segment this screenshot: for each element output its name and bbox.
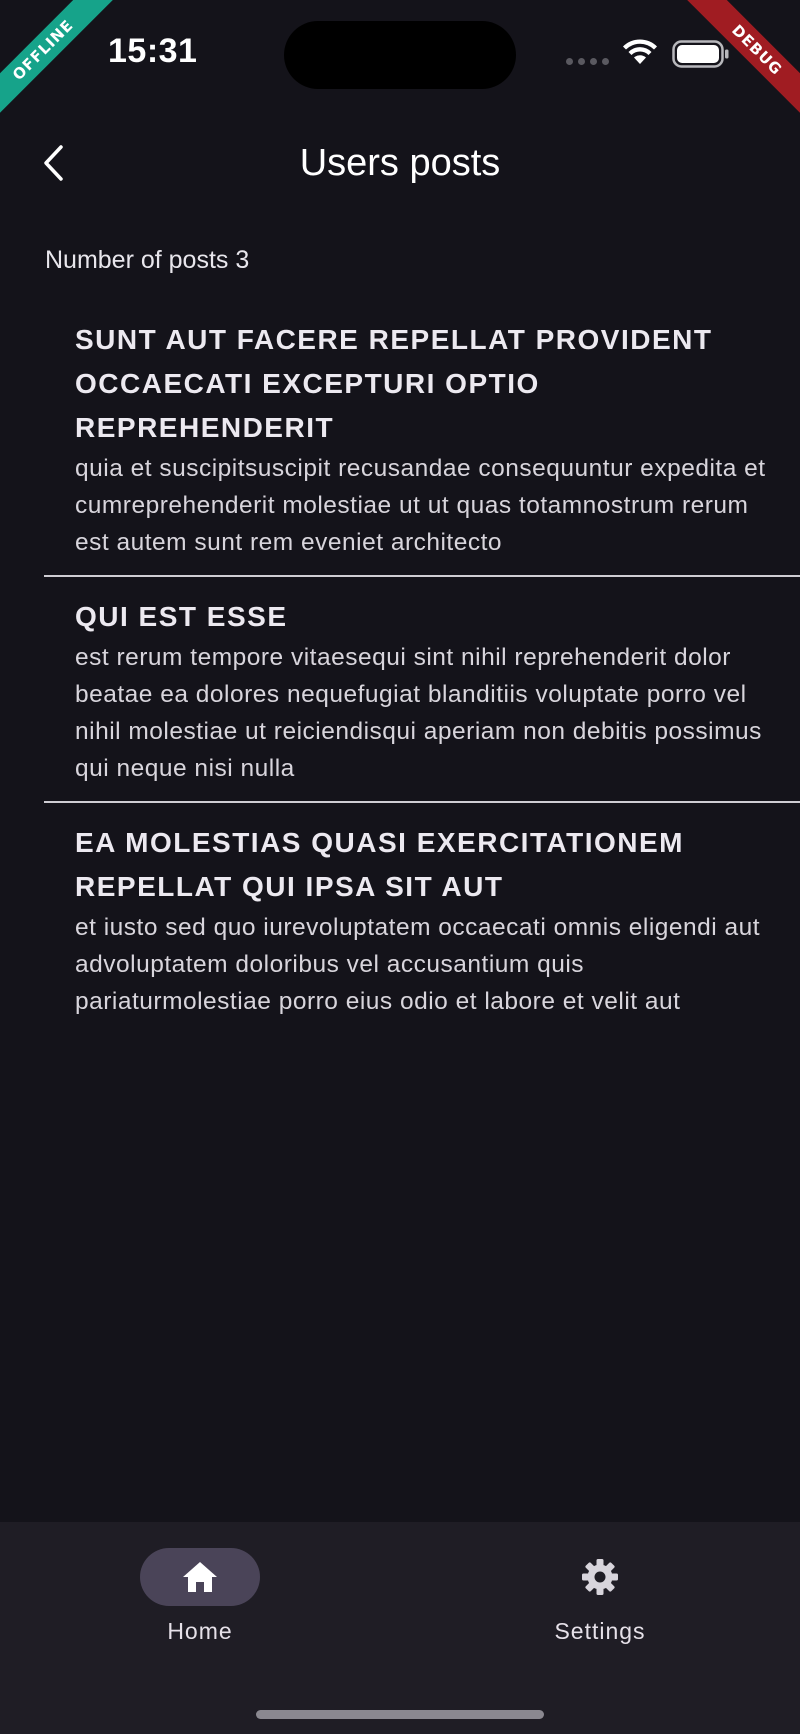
app-bar bbox=[0, 120, 800, 210]
post-item[interactable] bbox=[44, 595, 800, 801]
post-title: EA MOLESTIAS QUASI EXERCITATIONEM REPELLAT QUI IPSA SIT AUT bbox=[75, 827, 685, 902]
nav-icon-container bbox=[540, 1548, 660, 1606]
cellular-signal-icon bbox=[566, 58, 609, 65]
dynamic-island bbox=[284, 21, 516, 89]
post-count-label: Number of posts 3 bbox=[45, 246, 250, 274]
nav-label-home: Home bbox=[167, 1618, 233, 1644]
post-body: quia et suscipitsuscipit recusandae consequuntur expedita et cumreprehenderit molestiae ut ut quas totamnostrum rerum est autem sunt rem eveniet architecto bbox=[75, 455, 766, 556]
post-item[interactable] bbox=[44, 821, 800, 1034]
nav-item-home[interactable] bbox=[100, 1548, 300, 1645]
offline-banner: OFFLINE bbox=[0, 0, 120, 127]
page-title: Users posts bbox=[299, 142, 501, 184]
battery-icon bbox=[672, 40, 730, 68]
bottom-navigation-bar bbox=[0, 1522, 800, 1734]
nav-label-settings: Settings bbox=[554, 1618, 646, 1644]
home-icon bbox=[181, 1560, 219, 1594]
post-body: est rerum tempore vitaesequi sint nihil reprehenderit dolor beatae ea dolores nequefugiat blanditiis voluptate porro vel nihil molestiae ut reiciendisqui aperiam non debitis possimus qui neque nisi nulla bbox=[75, 644, 762, 782]
wifi-icon bbox=[621, 38, 659, 66]
post-body: et iusto sed quo iurevoluptatem occaecati omnis eligendi aut advoluptatem doloribus vel accusantium quis pariaturmolestiae porro eius odio et labore et velit aut bbox=[75, 914, 761, 1015]
post-item[interactable] bbox=[44, 318, 800, 575]
nav-selected-indicator bbox=[140, 1548, 260, 1606]
status-bar bbox=[0, 0, 800, 110]
posts-list bbox=[44, 318, 800, 1034]
post-title: SUNT AUT FACERE REPELLAT PROVIDENT OCCAECATI EXCEPTURI OPTIO REPREHENDERIT bbox=[75, 324, 713, 443]
nav-item-settings[interactable] bbox=[500, 1548, 700, 1645]
divider bbox=[44, 801, 800, 803]
debug-banner: DEBUG bbox=[680, 0, 800, 127]
post-title: QUI EST ESSE bbox=[75, 601, 288, 632]
gear-icon bbox=[580, 1557, 620, 1597]
home-indicator bbox=[256, 1710, 544, 1719]
status-time: 15:31 bbox=[108, 32, 198, 70]
divider bbox=[44, 575, 800, 577]
